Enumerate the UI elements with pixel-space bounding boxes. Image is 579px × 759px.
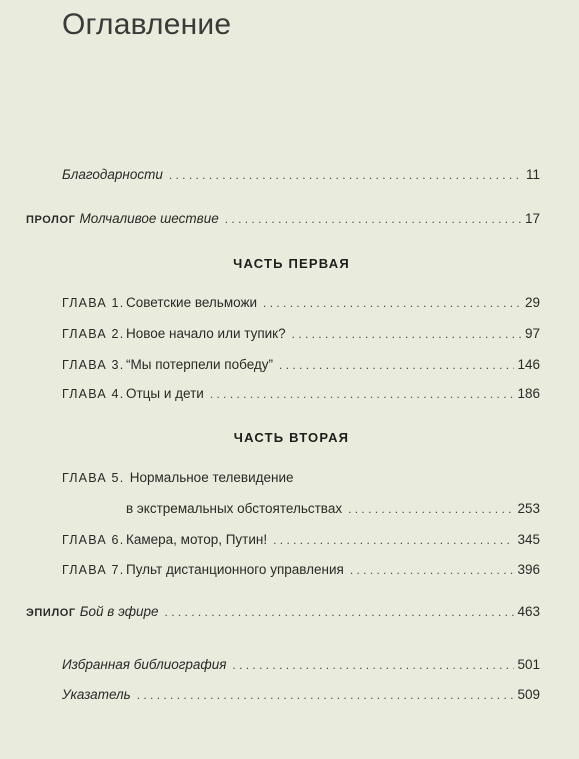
chapter-label: ГЛАВА 2. (62, 327, 125, 341)
entry-title: Камера, мотор, Путин! (126, 532, 268, 547)
entry-title-continued: в экстремальных обстоятельствах (126, 501, 343, 516)
page-number: 97 (524, 326, 540, 341)
dot-leader (263, 294, 522, 312)
dot-leader (273, 531, 514, 549)
toc-entry-acknowledgements[interactable] (0, 166, 540, 184)
entry-title: Указатель (62, 687, 131, 702)
page-number: 146 (517, 357, 540, 372)
entry-title: Новое начало или тупик? (126, 326, 286, 341)
dot-leader (210, 385, 515, 403)
chapter-label: ГЛАВА 6. (62, 533, 125, 547)
entry-title: Советские вельможи (126, 295, 258, 310)
chapter-label: ГЛАВА 5. (62, 471, 125, 485)
part-heading: ЧАСТЬ ПЕРВАЯ (233, 256, 350, 271)
page-number: 11 (525, 167, 540, 182)
dot-leader (348, 500, 514, 518)
toc-entry-bibliography[interactable] (0, 656, 540, 674)
entry-title: Нормальное телевидение (129, 470, 294, 485)
chapter-label: ГЛАВА 3. (62, 358, 125, 372)
page-number: 463 (517, 604, 540, 619)
toc-entry-chapter-5[interactable] (0, 500, 540, 518)
toc-entry-chapter-7[interactable] (0, 561, 540, 579)
dot-leader (292, 325, 522, 343)
toc-entry-prologue[interactable] (0, 210, 540, 228)
page-number: 509 (517, 687, 540, 702)
dot-leader (232, 656, 514, 674)
dot-leader (169, 166, 523, 184)
entry-title: Бой в эфире (79, 604, 159, 619)
page-number: 501 (517, 657, 540, 672)
chapter-label: ГЛАВА 1. (62, 296, 125, 310)
section-tag: ПРОЛОГ (26, 214, 76, 226)
dot-leader (225, 210, 522, 228)
toc-entry-chapter-1[interactable] (0, 294, 540, 312)
dot-leader (350, 561, 515, 579)
toc-entry-index[interactable] (0, 686, 540, 704)
entry-title: Благодарности (62, 167, 163, 182)
toc-entry-chapter-2[interactable] (0, 325, 540, 343)
entry-title: Молчаливое шествие (79, 211, 219, 226)
toc-entry-chapter-6[interactable] (0, 531, 540, 549)
entry-title: Отцы и дети (126, 386, 204, 401)
part-heading: ЧАСТЬ ВТОРАЯ (233, 430, 350, 445)
entry-title: “Мы потерпели победу” (126, 357, 274, 372)
section-tag: ЭПИЛОГ (26, 607, 76, 619)
dot-leader (279, 356, 514, 374)
entry-title: Пульт дистанционного управления (126, 562, 344, 577)
toc-entry-chapter-4[interactable] (0, 385, 540, 403)
page-number: 345 (517, 532, 540, 547)
page-number: 17 (524, 211, 540, 226)
page-number: 253 (517, 501, 540, 516)
page-title: Оглавление (62, 8, 232, 41)
chapter-label: ГЛАВА 7. (62, 563, 125, 577)
page-number: 186 (517, 386, 540, 401)
toc-entry-chapter-5-line-1[interactable] (62, 469, 294, 487)
page-number: 396 (517, 562, 540, 577)
dot-leader (165, 603, 515, 621)
chapter-label: ГЛАВА 4. (62, 387, 125, 401)
entry-title: Избранная библиография (62, 657, 227, 672)
toc-entry-epilogue[interactable] (0, 603, 540, 621)
dot-leader (137, 686, 515, 704)
toc-entry-chapter-3[interactable] (0, 356, 540, 374)
page-number: 29 (524, 295, 540, 310)
